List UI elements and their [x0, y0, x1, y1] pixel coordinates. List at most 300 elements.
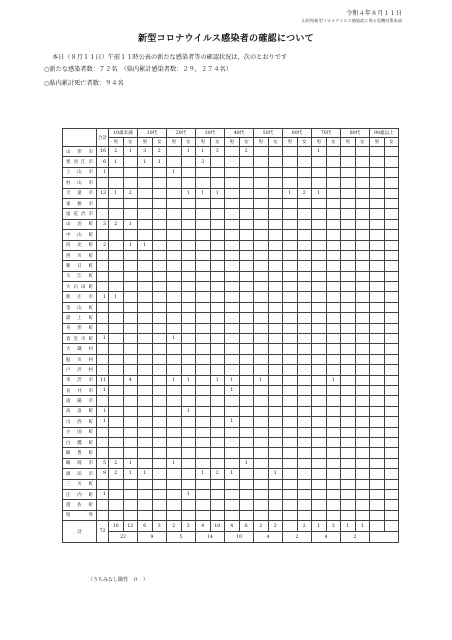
case-count	[268, 178, 283, 188]
case-count	[239, 323, 254, 333]
case-count	[283, 500, 298, 510]
case-count	[181, 417, 196, 427]
case-count	[283, 209, 298, 219]
case-count	[254, 282, 269, 292]
case-count	[341, 500, 356, 510]
case-count	[341, 479, 356, 489]
case-count	[152, 427, 167, 437]
case-count	[268, 489, 283, 499]
case-count	[152, 417, 167, 427]
case-count	[341, 219, 356, 229]
case-count	[225, 250, 240, 260]
case-count	[283, 261, 298, 271]
case-count	[181, 354, 196, 364]
row-total	[97, 354, 109, 364]
sum-by-age: 22	[109, 532, 138, 543]
case-count	[384, 479, 399, 489]
case-count	[384, 167, 399, 177]
case-count	[297, 271, 312, 281]
case-count	[152, 271, 167, 281]
case-count	[225, 271, 240, 281]
case-count	[254, 385, 269, 395]
case-count	[355, 178, 370, 188]
case-count	[384, 354, 399, 364]
case-count: 1	[181, 188, 196, 198]
sum-by-sex: 1	[341, 521, 356, 532]
case-count	[239, 157, 254, 167]
case-count	[268, 458, 283, 468]
sum-by-sex: 2	[297, 521, 312, 532]
case-count	[297, 500, 312, 510]
table-row	[63, 417, 399, 427]
case-count	[254, 271, 269, 281]
case-count	[239, 437, 254, 447]
case-count	[167, 230, 182, 240]
case-count	[138, 282, 153, 292]
case-count	[355, 209, 370, 219]
municipality-name: 南陽市	[63, 396, 97, 406]
case-count	[196, 417, 211, 427]
case-count: 3	[138, 147, 153, 157]
case-count	[254, 427, 269, 437]
case-count	[196, 458, 211, 468]
case-count	[312, 250, 327, 260]
case-count	[196, 334, 211, 344]
age-group-header: 90歳以上	[370, 129, 399, 138]
row-total: 13	[97, 188, 109, 198]
municipality-name: 朝日町	[63, 261, 97, 271]
case-count	[283, 334, 298, 344]
age-group-header: 60代	[283, 129, 312, 138]
case-count	[268, 334, 283, 344]
row-total	[97, 396, 109, 406]
case-count	[109, 302, 124, 312]
case-count	[384, 198, 399, 208]
case-count	[152, 354, 167, 364]
case-count: 1	[123, 458, 138, 468]
case-count	[326, 167, 341, 177]
case-count	[312, 417, 327, 427]
case-count	[109, 479, 124, 489]
municipality-name: 最上町	[63, 313, 97, 323]
case-count	[181, 250, 196, 260]
case-count	[239, 167, 254, 177]
sum-by-age: 2	[283, 532, 312, 543]
case-count	[370, 396, 385, 406]
table-row	[63, 292, 399, 302]
case-count	[138, 334, 153, 344]
case-count	[326, 510, 341, 520]
sum-by-age: 2	[341, 532, 370, 543]
issuing-department: 山形県新型コロナウイルス感染症に係る危機対策本部	[301, 18, 402, 23]
case-count	[370, 417, 385, 427]
case-count	[239, 396, 254, 406]
female-header: 女	[355, 138, 370, 147]
case-count	[355, 167, 370, 177]
case-count	[268, 344, 283, 354]
case-count	[341, 250, 356, 260]
table-row	[63, 510, 399, 520]
case-count	[109, 167, 124, 177]
case-count	[370, 167, 385, 177]
case-count	[254, 157, 269, 167]
case-count	[297, 157, 312, 167]
case-count	[268, 167, 283, 177]
case-count	[196, 167, 211, 177]
case-count	[326, 209, 341, 219]
table-row	[63, 448, 399, 458]
table-row	[63, 365, 399, 375]
male-header: 男	[254, 138, 269, 147]
case-count: 1	[239, 458, 254, 468]
case-count	[138, 292, 153, 302]
case-count	[225, 282, 240, 292]
case-count	[152, 334, 167, 344]
case-count	[225, 334, 240, 344]
case-count	[312, 396, 327, 406]
case-count: 1	[210, 188, 225, 198]
case-count	[181, 427, 196, 437]
case-count	[370, 448, 385, 458]
case-count	[210, 510, 225, 520]
case-count	[312, 469, 327, 479]
case-count	[370, 427, 385, 437]
case-count	[210, 157, 225, 167]
case-count	[297, 417, 312, 427]
table-row	[63, 375, 399, 385]
case-count	[225, 292, 240, 302]
case-count	[239, 489, 254, 499]
case-count	[123, 417, 138, 427]
case-count	[225, 230, 240, 240]
case-count	[268, 396, 283, 406]
case-count	[355, 334, 370, 344]
case-count	[297, 261, 312, 271]
case-count	[384, 500, 399, 510]
case-count	[370, 271, 385, 281]
case-count	[297, 427, 312, 437]
row-total: 3	[97, 219, 109, 229]
case-count	[355, 375, 370, 385]
case-count	[152, 282, 167, 292]
case-count	[370, 219, 385, 229]
case-count	[239, 406, 254, 416]
case-count	[239, 479, 254, 489]
case-count	[355, 219, 370, 229]
female-header: 女	[181, 138, 196, 147]
case-count	[312, 167, 327, 177]
case-count	[355, 292, 370, 302]
case-count	[210, 385, 225, 395]
case-count: 1	[326, 375, 341, 385]
case-count	[254, 219, 269, 229]
case-count	[370, 510, 385, 520]
table-row	[63, 219, 399, 229]
case-count: 1	[181, 375, 196, 385]
municipality-name: 村山市	[63, 178, 97, 188]
case-count	[297, 167, 312, 177]
case-count	[297, 230, 312, 240]
case-count	[152, 469, 167, 479]
case-count	[326, 406, 341, 416]
case-count	[355, 323, 370, 333]
case-count	[384, 344, 399, 354]
case-count: 1	[225, 417, 240, 427]
table-row	[63, 209, 399, 219]
row-total	[97, 282, 109, 292]
case-count	[138, 479, 153, 489]
sum-by-sex: 3	[326, 521, 341, 532]
case-count: 2	[109, 219, 124, 229]
case-count	[196, 437, 211, 447]
case-count	[370, 198, 385, 208]
case-count	[123, 323, 138, 333]
case-count	[167, 437, 182, 447]
case-count	[225, 261, 240, 271]
case-count	[312, 365, 327, 375]
case-count	[167, 282, 182, 292]
case-count	[138, 271, 153, 281]
age-group-header: 40代	[225, 129, 254, 138]
case-count	[254, 167, 269, 177]
case-count	[283, 406, 298, 416]
sum-by-sex	[283, 521, 298, 532]
table-row	[63, 271, 399, 281]
case-count	[297, 178, 312, 188]
case-count: 2	[109, 469, 124, 479]
case-count	[109, 417, 124, 427]
table-row	[63, 479, 399, 489]
case-count	[123, 354, 138, 364]
case-count	[297, 147, 312, 157]
case-count	[138, 209, 153, 219]
case-count	[370, 354, 385, 364]
case-count	[181, 292, 196, 302]
case-count: 1	[123, 147, 138, 157]
row-total: 5	[97, 458, 109, 468]
municipality-name: 遊佐町	[63, 500, 97, 510]
case-count	[341, 385, 356, 395]
municipality-name: 真室川町	[63, 334, 97, 344]
case-count	[109, 271, 124, 281]
case-count	[167, 188, 182, 198]
case-count	[138, 427, 153, 437]
case-count	[138, 323, 153, 333]
case-count	[239, 365, 254, 375]
case-count	[312, 489, 327, 499]
case-count	[181, 510, 196, 520]
case-count	[254, 344, 269, 354]
case-count	[297, 198, 312, 208]
case-count	[210, 396, 225, 406]
case-count	[167, 292, 182, 302]
header-row-ages	[63, 129, 399, 138]
case-count: 1	[109, 292, 124, 302]
case-count	[109, 385, 124, 395]
case-count	[341, 147, 356, 157]
case-count: 1	[109, 157, 124, 167]
case-count	[109, 437, 124, 447]
case-count	[225, 365, 240, 375]
table-row	[63, 500, 399, 510]
case-count: 1	[196, 469, 211, 479]
case-count	[167, 209, 182, 219]
case-count	[138, 375, 153, 385]
case-count	[210, 500, 225, 510]
case-count	[181, 385, 196, 395]
row-total: 1	[97, 292, 109, 302]
case-count	[225, 354, 240, 364]
case-count	[312, 344, 327, 354]
case-count: 3	[210, 147, 225, 157]
row-total	[97, 250, 109, 260]
case-count	[196, 261, 211, 271]
case-count	[181, 157, 196, 167]
case-count	[370, 230, 385, 240]
case-count	[239, 219, 254, 229]
case-count	[384, 417, 399, 427]
case-count	[152, 292, 167, 302]
sum-by-age: 10	[225, 532, 254, 543]
row-total	[97, 230, 109, 240]
case-count	[341, 230, 356, 240]
case-count	[355, 417, 370, 427]
case-count	[326, 365, 341, 375]
case-count	[138, 302, 153, 312]
case-count	[167, 313, 182, 323]
age-group-header: 80代	[341, 129, 370, 138]
row-total: 9	[97, 469, 109, 479]
case-count	[326, 282, 341, 292]
case-count	[384, 437, 399, 447]
case-count	[312, 313, 327, 323]
case-count	[109, 396, 124, 406]
case-count	[370, 261, 385, 271]
case-count	[167, 427, 182, 437]
case-count	[123, 437, 138, 447]
case-count: 1	[254, 375, 269, 385]
case-count	[138, 313, 153, 323]
intro-line: 本日（８月１１日）午前１１時公表の新たな感染者等の確認状況は，次のとおりです	[52, 54, 288, 61]
case-count	[254, 302, 269, 312]
case-count	[239, 427, 254, 437]
case-count	[152, 406, 167, 416]
case-count	[268, 302, 283, 312]
case-count	[181, 396, 196, 406]
new-cases-line: ○新たな感染者数：７２名 （県内累計感染者数：２９，２７４名）	[44, 66, 232, 73]
sum-by-age: 4	[312, 532, 341, 543]
row-total	[97, 479, 109, 489]
municipality-name: 庄内町	[63, 489, 97, 499]
case-count	[138, 198, 153, 208]
case-count	[239, 250, 254, 260]
case-count	[181, 437, 196, 447]
case-count: 1	[109, 188, 124, 198]
case-count	[254, 469, 269, 479]
municipality-name: 河北町	[63, 240, 97, 250]
case-count	[210, 479, 225, 489]
case-count	[138, 510, 153, 520]
case-count	[326, 147, 341, 157]
municipality-name: 小国町	[63, 427, 97, 437]
case-count	[283, 344, 298, 354]
case-count	[370, 209, 385, 219]
header-row-sex	[63, 138, 399, 147]
case-count	[167, 261, 182, 271]
case-count	[152, 302, 167, 312]
case-count	[196, 448, 211, 458]
case-count	[355, 198, 370, 208]
table-row	[63, 282, 399, 292]
case-count	[268, 427, 283, 437]
case-count	[167, 240, 182, 250]
case-count	[225, 448, 240, 458]
case-count	[167, 479, 182, 489]
row-total	[97, 261, 109, 271]
case-count	[196, 313, 211, 323]
municipality-name: 中山町	[63, 230, 97, 240]
case-count	[297, 209, 312, 219]
case-count	[283, 375, 298, 385]
case-count: 1	[181, 489, 196, 499]
municipality-name: 舟形町	[63, 323, 97, 333]
case-count	[239, 344, 254, 354]
case-count	[123, 198, 138, 208]
table-row	[63, 157, 399, 167]
case-count	[370, 385, 385, 395]
case-count	[123, 448, 138, 458]
case-count	[225, 167, 240, 177]
sum-by-sex: 12	[123, 521, 138, 532]
case-count	[370, 458, 385, 468]
case-count	[152, 188, 167, 198]
municipality-name: 天童市	[63, 188, 97, 198]
case-count	[138, 437, 153, 447]
case-count	[283, 292, 298, 302]
sum-by-sex: 3	[152, 521, 167, 532]
case-count	[355, 479, 370, 489]
case-count	[181, 365, 196, 375]
case-count	[167, 198, 182, 208]
case-count	[152, 230, 167, 240]
case-count	[181, 198, 196, 208]
case-count	[123, 178, 138, 188]
case-count	[181, 500, 196, 510]
case-count	[355, 406, 370, 416]
sum-by-age	[370, 532, 399, 543]
case-count	[225, 313, 240, 323]
case-count	[384, 510, 399, 520]
row-total	[97, 271, 109, 281]
case-count	[341, 261, 356, 271]
municipality-name: 山形市	[63, 147, 97, 157]
case-count: 4	[123, 375, 138, 385]
case-count	[297, 479, 312, 489]
sum-by-sex: 1	[312, 521, 327, 532]
case-count	[283, 240, 298, 250]
row-total: 1	[97, 385, 109, 395]
case-count	[152, 313, 167, 323]
case-count	[355, 282, 370, 292]
case-count	[297, 458, 312, 468]
case-count	[123, 427, 138, 437]
case-count	[312, 500, 327, 510]
municipality-name: 酒田市	[63, 469, 97, 479]
case-count	[239, 271, 254, 281]
case-count	[239, 188, 254, 198]
case-count	[167, 489, 182, 499]
sum-by-age: 5	[167, 532, 196, 543]
